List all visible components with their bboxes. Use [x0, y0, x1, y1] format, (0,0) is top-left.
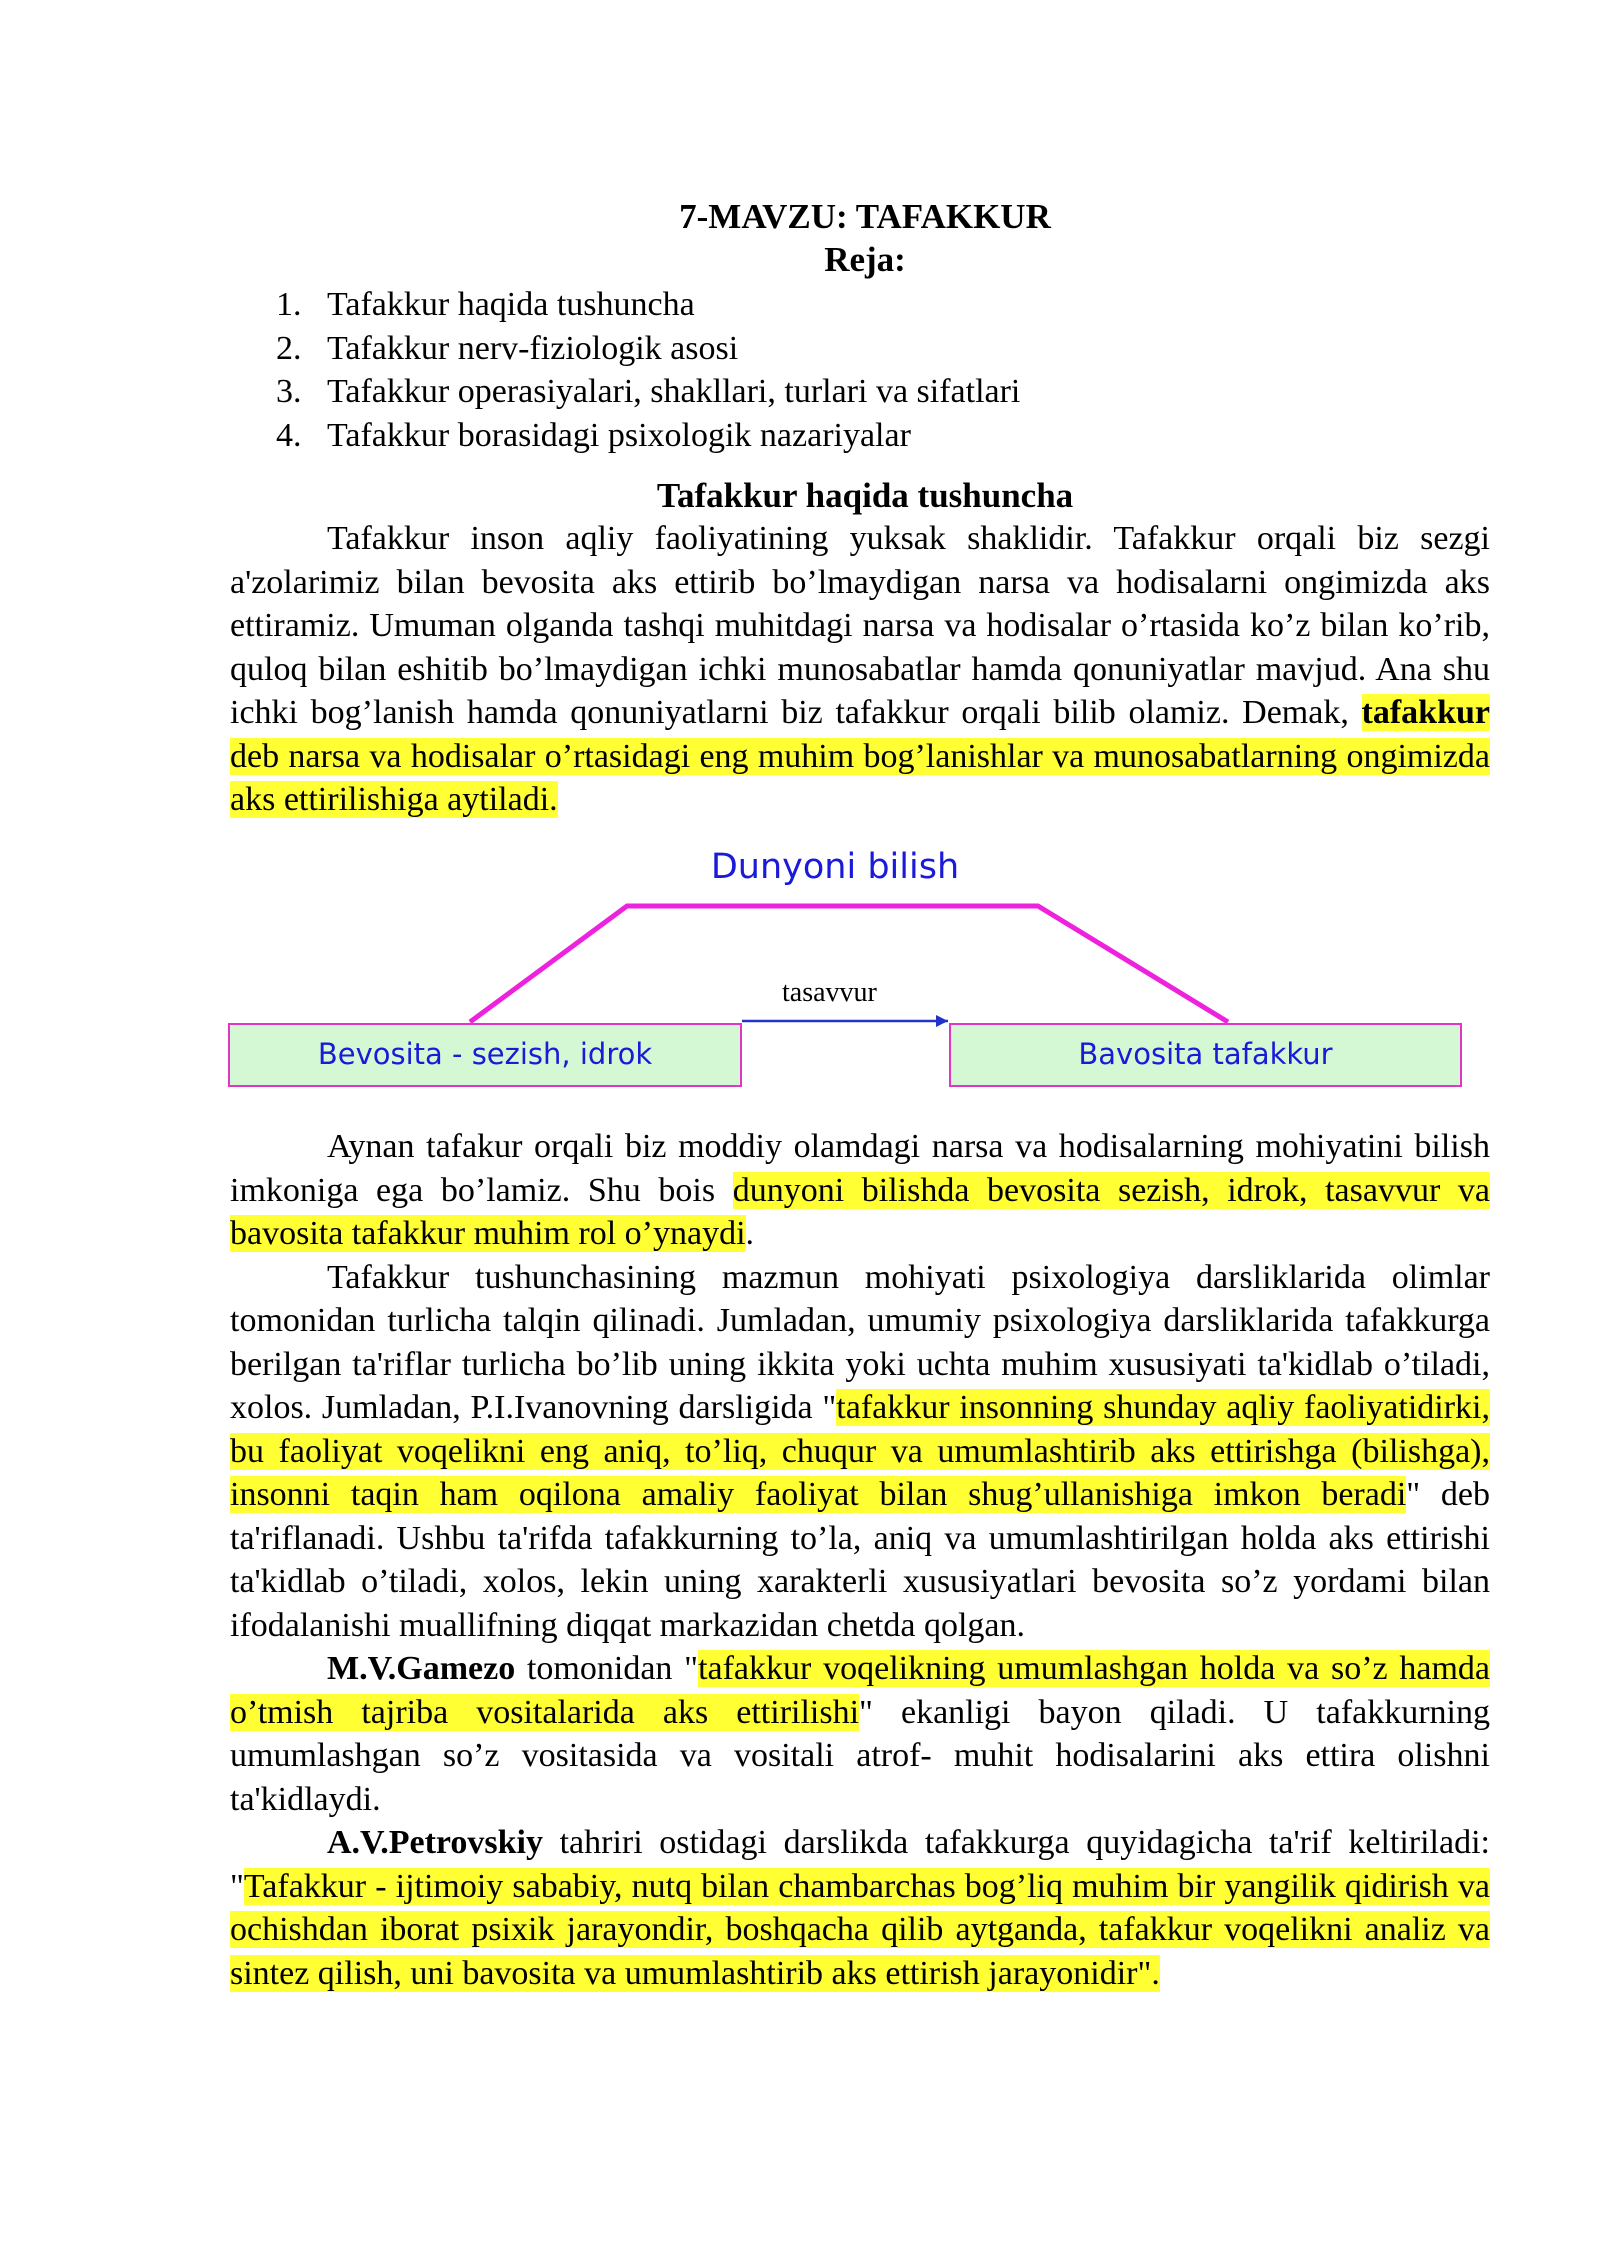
plan-item-text: Tafakkur borasidagi psixologik nazariyalar: [327, 416, 911, 454]
plan-item: [276, 414, 1020, 458]
plan-item-number: 1.: [276, 286, 302, 323]
paragraph-definition: [230, 517, 1490, 822]
section-heading: Tafakkur haqida tushuncha: [656, 476, 1074, 515]
bold-highlight-term: tafakkur: [1361, 694, 1490, 731]
paragraph: [230, 1647, 1490, 1821]
text-run: " deb ta'riflanadi. Ushbu ta'rifda tafakkurning to’la, aniq va umumlashtirilgan holda aks ettirishi ta'kidlab o’tiladi, xolos, lekin uning xarakterli xususiyatlari bevosita so’z yordami bilan ifodalanishi muallifning diqqat markazidan chetda qolgan.: [230, 1476, 1490, 1644]
plan-item: [276, 283, 1020, 327]
arrow-label: tasavvur: [782, 977, 877, 1008]
highlighted-text: Tafakkur - ijtimoiy sababiy, nutq bilan chambarchas bog’liq muhim bir yangilik qidirish va ochishdan iborat psixik jarayondir, boshqacha qilib aytganda, tafakkur voqelikni analiz va sintez qilish, uni bavosita va umumlashtirib aks ettirish jarayonidir".: [230, 1867, 1490, 1992]
arrow-head-icon: [936, 1015, 948, 1027]
highlighted-text: deb narsa va hodisalar o’rtasidagi eng muhim bog’lanishlar va munosabatlarning ongimizda aks ettirilishiga aytiladi.: [230, 737, 1490, 818]
paragraph-block-2: [230, 1125, 1490, 1995]
plan-item: [276, 370, 1020, 414]
plan-heading: Reja:: [824, 240, 906, 279]
page-title: 7-MAVZU: TAFAKKUR: [679, 197, 1051, 236]
plan-item-text: Tafakkur operasiyalari, shakllari, turlari va sifatlari: [327, 373, 1021, 410]
paragraph-block-1: [230, 517, 1490, 822]
paragraph: [230, 1125, 1490, 1256]
right-box-label: Bavosita tafakkur: [1078, 1037, 1333, 1072]
text-run: Tafakkur tushunchasining mazmun mohiyati psixologiya darsliklarida olimlar tomonidan turlicha talqin qilinadi. Jumladan, umumiy psixologiya darsliklarida tafakkurga berilgan ta'riflar turlicha bo’lib uning ikkita yoki uchta muhim xususiyati ta'kidlab o’tiladi, xolos. Jumladan, P.I.Ivanovning darsligida ": [230, 1258, 1490, 1426]
paragraph: [230, 1821, 1490, 1995]
text-run: Tafakkur inson aqliy faoliyatining yuksak shaklidir. Tafakkur orqali biz sezgi a'zolarimiz bilan bevosita aks ettirib bo’lmaydigan narsa va hodisalarni ongimizda aks ettiramiz. Umuman olganda tashqi muhitdagi narsa va hodisalar o’rtasida ko’z bilan ko’rib, quloq bilan eshitib bo’lmaydigan ichki munosabatlar hamda qonuniyatlar mavjud. Ana shu ichki bog’lanish hamda qonuniyatlarni biz tafakkur orqali bilib olamiz. Demak,: [230, 520, 1490, 731]
paragraph: [230, 1256, 1490, 1648]
left-box-label: Bevosita - sezish, idrok: [317, 1037, 653, 1072]
text-run: tahriri ostidagi darslikda tafakkurga quyidagicha ta'rif keltiriladi: ": [230, 1824, 1490, 1905]
text-run: " ekanligi bayon qiladi. U tafakkurning umumlashgan so’z vositasida va vositali atrof- muhit hodisalarini aks ettira olishni ta'kidlaydi.: [230, 1693, 1490, 1818]
knowledge-diagram: [0, 840, 1600, 1100]
highlighted-text: dunyoni bilishda bevosita sezish, idrok, tasavvur va bavosita tafakkur muhim rol o’ynaydi: [230, 1171, 1490, 1252]
text-run: .: [745, 1215, 755, 1252]
text-run: Aynan tafakur orqali biz moddiy olamdagi narsa va hodisalarning mohiyatini bilish imkoniga ega bo’lamiz. Shu bois: [230, 1128, 1490, 1209]
diagram-top-label: Dunyoni bilish: [710, 847, 960, 887]
right-box: [949, 1023, 1462, 1087]
author-name: A.V.Petrovskiy: [327, 1824, 543, 1861]
plan-item-number: 2.: [276, 329, 302, 367]
plan-item-text: Tafakkur haqida tushuncha: [327, 286, 695, 323]
plan-item: [276, 327, 1020, 371]
left-box: [228, 1023, 742, 1087]
plan-list: [276, 283, 1020, 457]
plan-item-number: 4.: [276, 416, 302, 454]
plan-item-number: 3.: [276, 373, 302, 410]
text-run: tomonidan ": [515, 1650, 699, 1687]
plan-item-text: Tafakkur nerv-fiziologik asosi: [327, 329, 739, 367]
highlighted-text: tafakkur voqelikning umumlashgan holda va so’z hamda o’tmish tajriba vositalarida aks ettirilishi: [230, 1650, 1490, 1731]
highlighted-text: tafakkur insonning shunday aqliy faoliyatidirki, bu faoliyat voqelikni eng aniq, to’liq, chuqur va umumlashtirib aks ettirishga (bilishga), insonni taqin ham oqilona amaliy faoliyat bilan shug’ullanishiga imkon beradi: [230, 1389, 1490, 1513]
author-name: M.V.Gamezo: [327, 1650, 516, 1687]
